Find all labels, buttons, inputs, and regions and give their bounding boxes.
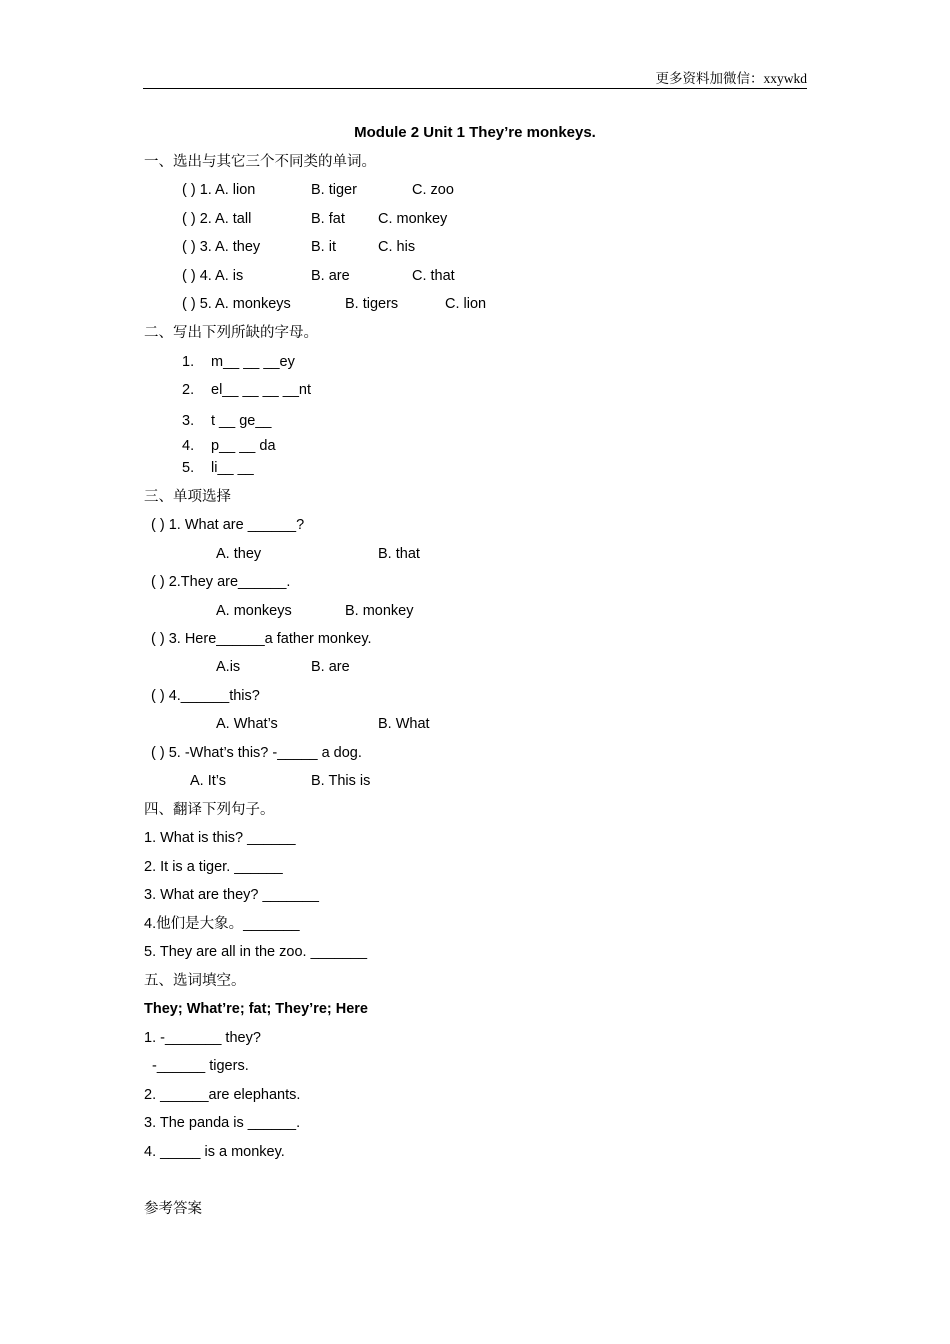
s1-item-5-prefix: ( ) 5. A. monkeys: [182, 296, 291, 312]
s5-item-1-answer: -______ tigers.: [152, 1058, 249, 1074]
s4-item-2: 2. It is a tiger. ______: [144, 859, 283, 875]
s2-item-5-num: 5.: [182, 460, 195, 476]
s3-question-5: ( ) 5. -What’s this? -_____ a dog.: [151, 745, 362, 761]
s3-question-4-option-b: B. What: [378, 716, 430, 732]
s1-item-2-option-b: B. fat: [311, 211, 345, 227]
s2-item-2-text: el__ __ __ __nt: [211, 382, 311, 398]
s4-item-4: 4.他们是大象。_______: [144, 916, 300, 932]
s3-question-4: ( ) 4.______this?: [151, 688, 260, 704]
s1-item-3-option-c: C. his: [378, 239, 416, 255]
s4-item-5: 5. They are all in the zoo. _______: [144, 944, 368, 960]
s3-question-3: ( ) 3. Here______a father monkey.: [151, 631, 372, 647]
s3-question-1-option-b: B. that: [378, 546, 420, 562]
s3-question-2-option-b: B. monkey: [345, 603, 414, 619]
s3-question-5-option-b: B. This is: [311, 773, 371, 789]
s3-question-1-option-a: A. they: [216, 546, 262, 562]
s5-item-3: 3. The panda is ______.: [144, 1115, 301, 1131]
s3-question-3-option-a: A.is: [216, 659, 241, 675]
section-4-heading: 四、翻译下列句子。: [144, 802, 275, 818]
s1-item-4-option-b: B. are: [311, 268, 350, 284]
section-1-heading: 一、选出与其它三个不同类的单词。: [144, 154, 376, 170]
s2-item-4-num: 4.: [182, 438, 195, 454]
s1-item-3-option-b: B. it: [311, 239, 336, 255]
s3-question-3-option-b: B. are: [311, 659, 350, 675]
s1-item-2-prefix: ( ) 2. A. tall: [182, 211, 252, 227]
s3-question-1: ( ) 1. What are ______?: [151, 517, 305, 533]
s3-question-2-option-a: A. monkeys: [216, 603, 292, 619]
s3-question-4-option-a: A. What’s: [216, 716, 278, 732]
word-bank: They; What’re; fat; They’re; Here: [144, 1001, 368, 1017]
answers-heading: 参考答案: [144, 1201, 202, 1217]
s2-item-1-text: m__ __ __ey: [211, 354, 295, 370]
s1-item-1-prefix: ( ) 1. A. lion: [182, 182, 256, 198]
header-rule: [143, 88, 807, 89]
s5-item-1: 1. -_______ they?: [144, 1030, 261, 1046]
s2-item-3-text: t __ ge__: [211, 413, 272, 429]
s1-item-2-option-c: C. monkey: [378, 211, 448, 227]
s1-item-4-option-c: C. that: [412, 268, 455, 284]
s2-item-1-num: 1.: [182, 354, 195, 370]
header-text: 更多资料加微信：xxywkd: [655, 71, 807, 86]
s4-item-1: 1. What is this? ______: [144, 830, 296, 846]
s2-item-5-text: li__ __: [211, 460, 254, 476]
s1-item-5-option-c: C. lion: [445, 296, 487, 312]
s3-question-5-option-a: A. It’s: [190, 773, 226, 789]
s4-item-3: 3. What are they? _______: [144, 887, 319, 903]
s5-item-4: 4. _____ is a monkey.: [144, 1144, 285, 1160]
s1-item-1-option-c: C. zoo: [412, 182, 454, 198]
s1-item-5-option-b: B. tigers: [345, 296, 399, 312]
section-5-heading: 五、选词填空。: [144, 973, 246, 989]
section-3-heading: 三、单项选择: [144, 489, 231, 505]
s1-item-1-option-b: B. tiger: [311, 182, 357, 198]
s2-item-3-num: 3.: [182, 413, 195, 429]
page-title: Module 2 Unit 1 They’re monkeys.: [354, 124, 596, 141]
s5-item-2: 2. ______are elephants.: [144, 1087, 301, 1103]
section-2-heading: 二、写出下列所缺的字母。: [144, 325, 318, 341]
s3-question-2: ( ) 2.They are______.: [151, 574, 291, 590]
s2-item-2-num: 2.: [182, 382, 195, 398]
s1-item-3-prefix: ( ) 3. A. they: [182, 239, 261, 255]
s2-item-4-text: p__ __ da: [211, 438, 276, 454]
s1-item-4-prefix: ( ) 4. A. is: [182, 268, 244, 284]
